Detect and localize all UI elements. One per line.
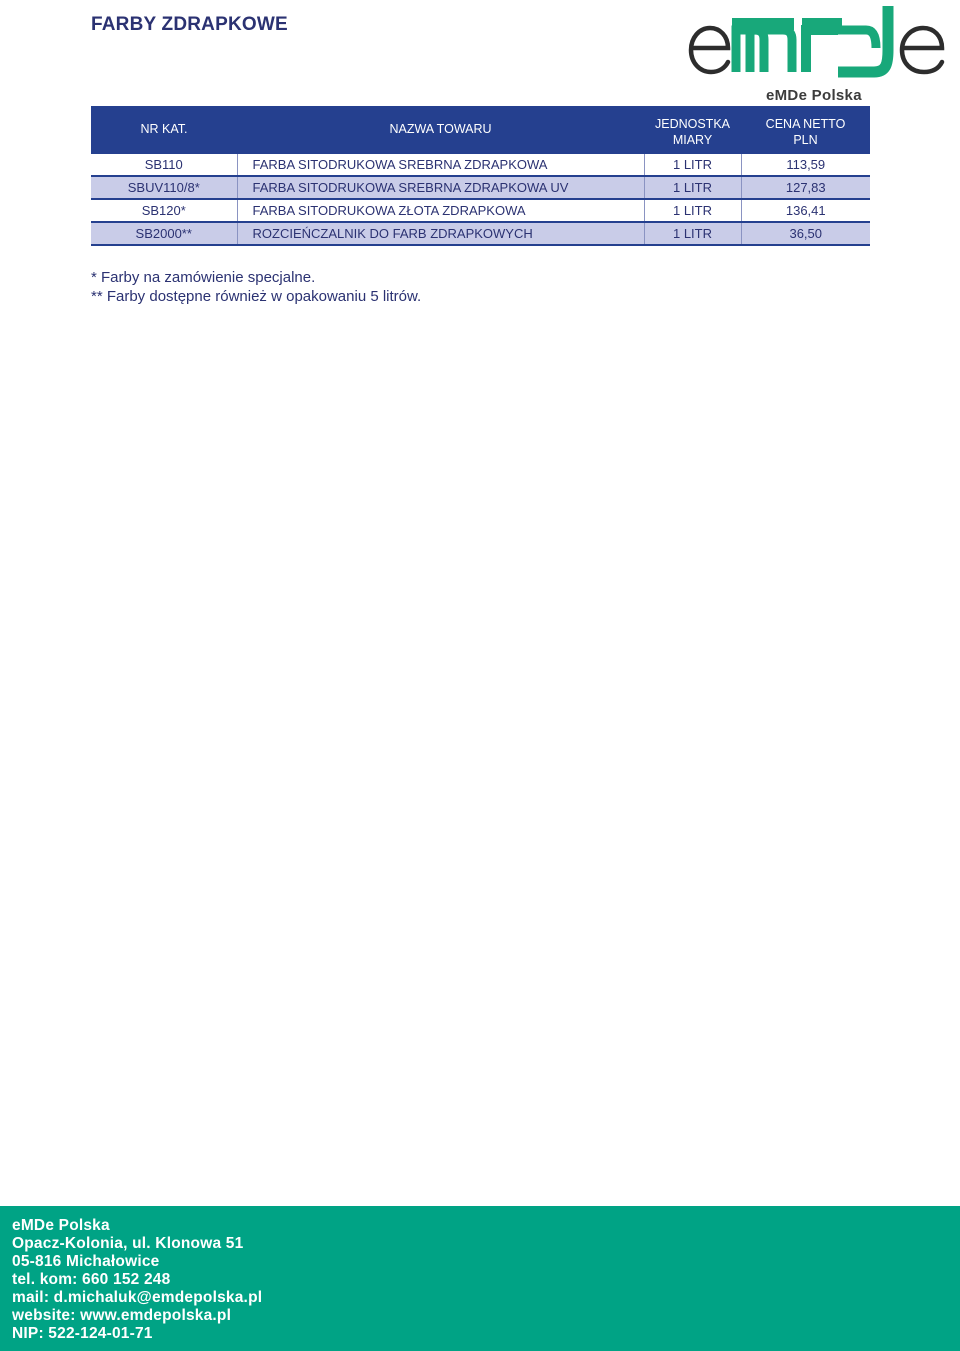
cell-name: FARBA SITODRUKOWA SREBRNA ZDRAPKOWA UV (237, 176, 644, 199)
cell-code: SBUV110/8* (91, 176, 237, 199)
header-code: NR KAT. (91, 106, 237, 153)
footnotes (91, 268, 421, 306)
cell-unit: 1 LITR (644, 222, 741, 245)
logo-caption: eMDe Polska (766, 87, 862, 104)
footnote-special-order: * Farby na zamówienie specjalne. (91, 269, 316, 286)
footnote-5-liter: ** Farby dostępne również w opakowaniu 5 litrów. (91, 288, 422, 305)
header-unit (644, 106, 741, 153)
table-row (91, 176, 870, 199)
footer-phone: tel. kom: 660 152 248 (12, 1271, 171, 1288)
cell-unit: 1 LITR (644, 153, 741, 176)
cell-price: 127,83 (741, 176, 870, 199)
cell-name: FARBA SITODRUKOWA SREBRNA ZDRAPKOWA (237, 153, 644, 176)
footer-address: Opacz-Kolonia, ul. Klonowa 51 (12, 1235, 244, 1252)
page-title: FARBY ZDRAPKOWE (91, 14, 288, 35)
cell-code: SB110 (91, 153, 237, 176)
contact-footer (0, 1206, 960, 1351)
cell-price: 113,59 (741, 153, 870, 176)
footer-website[interactable]: website: www.emdepolska.pl (12, 1307, 232, 1324)
cell-price: 136,41 (741, 199, 870, 222)
table-header-row (91, 106, 870, 153)
cell-name: FARBA SITODRUKOWA ZŁOTA ZDRAPKOWA (237, 199, 644, 222)
cell-price: 36,50 (741, 222, 870, 245)
cell-name: ROZCIEŃCZALNIK DO FARB ZDRAPKOWYCH (237, 222, 644, 245)
table-row (91, 222, 870, 245)
header-price-line1: CENA NETTO (765, 117, 846, 131)
cell-unit: 1 LITR (644, 176, 741, 199)
header-price-line2: PLN (793, 133, 818, 147)
price-table (91, 106, 870, 246)
footer-mail[interactable]: mail: d.michaluk@emdepolska.pl (12, 1289, 263, 1306)
footer-postal: 05-816 Michałowice (12, 1253, 160, 1270)
header-name: NAZWA TOWARU (237, 106, 644, 153)
header-unit-line1: JEDNOSTKA (654, 117, 730, 131)
cell-code: SB2000** (91, 222, 237, 245)
footer-nip: NIP: 522-124-01-71 (12, 1325, 153, 1342)
table-row (91, 153, 870, 176)
footer-company: eMDe Polska (12, 1217, 110, 1234)
cell-unit: 1 LITR (644, 199, 741, 222)
table-row (91, 199, 870, 222)
cell-code: SB120* (91, 199, 237, 222)
header-unit-line2: MIARY (672, 133, 713, 147)
header-price (741, 106, 870, 153)
